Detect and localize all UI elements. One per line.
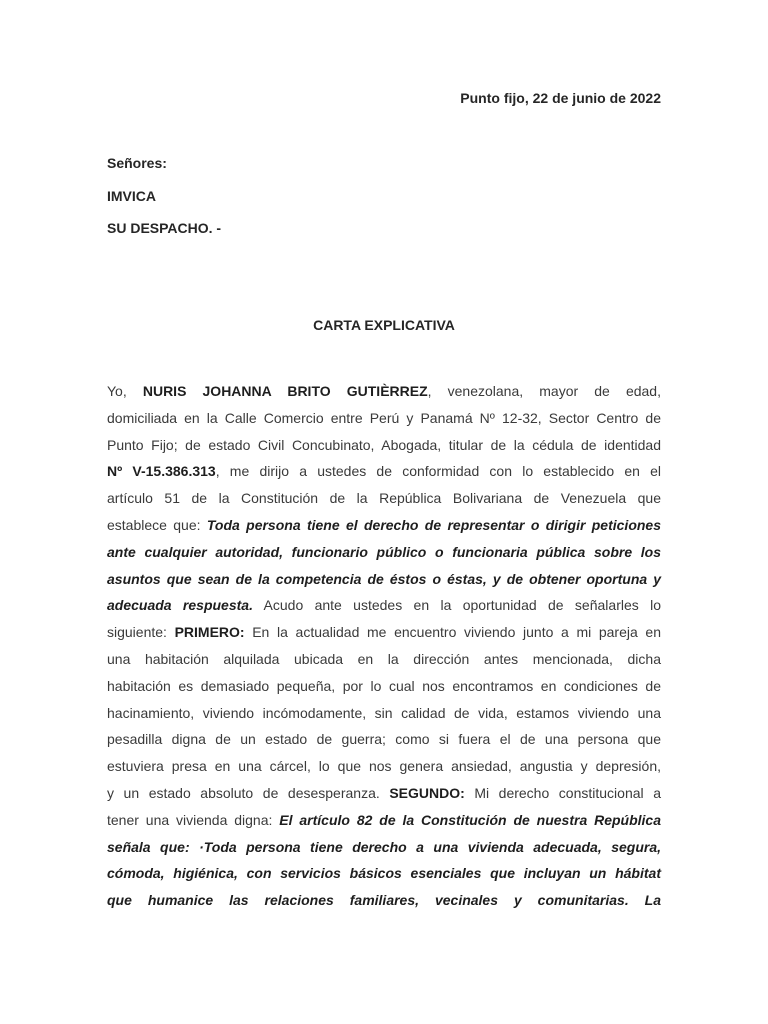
body-line: artículo 51 de la Constitución de la República Bolivariana de Venezuela que [107,490,661,507]
body-text: Mi derecho constitucional a [464,784,661,801]
letter-date: Punto fijo, 22 de junio de 2022 [460,90,661,106]
body-line [107,458,661,485]
body-line [107,807,661,834]
body-line: domiciliada en la Calle Comercio entre Perú y Panamá Nº 12-32, Sector Centro de [107,409,661,426]
body-line: cómoda, higiénica, con servicios básicos esenciales que incluyan un hábitat [107,865,661,882]
quoted-article-82: El artículo 82 de la Constitución de nuestra República [279,811,662,828]
body-line [107,780,661,807]
body-text: siguiente: [107,624,175,641]
body-line [107,512,661,539]
author-name: NURIS JOHANNA BRITO GUTIÈRREZ [142,383,428,399]
body-text: En la actualidad me encuentro viviendo junto a mi pareja en [244,624,661,641]
body-line: hacinamiento, viviendo incómodamente, sin calidad de vida, estamos viviendo una [107,704,661,721]
body-line: ante cualquier autoridad, funcionario público o funcionaria pública sobre los [107,543,661,560]
body-line: habitación es demasiado pequeña, por lo cual nos encontramos en condiciones de [107,677,661,694]
body-line: Punto Fijo; de estado Civil Concubinato, Abogada, titular de la cédula de identidad [107,436,661,453]
quoted-article-51: Toda persona tiene el derecho de representar o dirigir peticiones [206,516,661,533]
body-line [107,592,661,619]
letter-body [107,378,661,914]
body-line [107,619,661,646]
body-text: , me dirijo a ustedes de conformidad con lo establecido en el [215,463,661,480]
body-line: asuntos que sean de la competencia de éstos o éstas, y de obtener oportuna y [107,570,661,587]
body-text: tener una vivienda digna: [107,811,280,828]
recipient-office: SU DESPACHO. - [107,220,222,236]
body-text: establece que: [107,516,207,533]
body-line: que humanice las relaciones familiares, vecinales y comunitarias. La [107,892,661,909]
body-text: , venezolana, mayor de edad, [427,383,661,399]
quoted-article-51: adecuada respuesta. [107,597,253,614]
id-number: Nº V-15.386.313 [107,463,216,480]
recipient-name: IMVICA [107,188,156,204]
body-line: estuviera presa en una cárcel, lo que nos genera ansiedad, angustia y depresión, [107,758,661,775]
recipient-salutation: Señores: [107,155,167,171]
body-line [107,378,661,405]
body-line: pesadilla digna de un estado de guerra; como si fuera el de una persona que [107,731,661,748]
body-text: y un estado absoluto de desesperanza. [107,784,390,801]
section-segundo: SEGUNDO: [389,784,465,801]
body-text: Yo, [107,383,143,399]
section-primero: PRIMERO: [174,624,245,641]
body-text: Acudo ante ustedes en la oportunidad de señalarles lo [252,597,661,614]
body-line: una habitación alquilada ubicada en la dirección antes mencionada, dicha [107,650,661,667]
body-line: señala que: ·Toda persona tiene derecho a una vivienda adecuada, segura, [107,838,661,855]
letter-title: CARTA EXPLICATIVA [313,317,455,333]
